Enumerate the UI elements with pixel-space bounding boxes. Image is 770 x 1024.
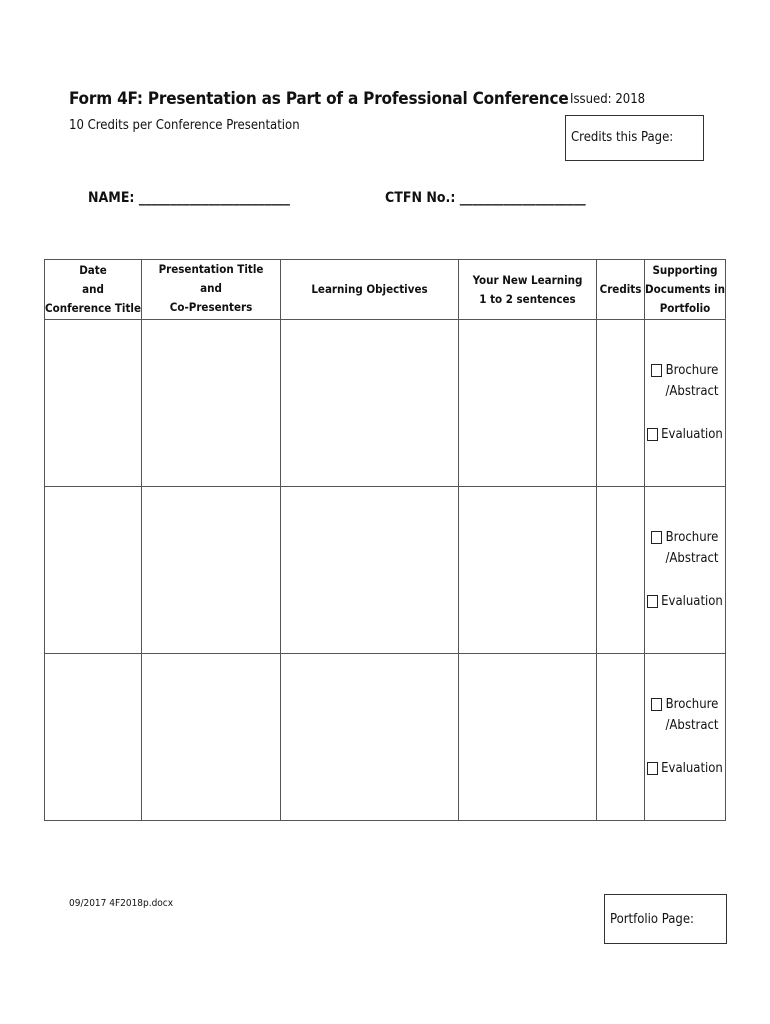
- header-supporting-documents: Supporting Documents in Portfolio: [645, 260, 726, 320]
- supporting-documents-cell: [645, 654, 726, 821]
- presentation-title-cell[interactable]: [142, 487, 281, 654]
- header-learning-objectives: Learning Objectives: [281, 260, 459, 320]
- table-row: [45, 654, 726, 821]
- presentation-title-cell[interactable]: [142, 320, 281, 487]
- presentation-title-cell[interactable]: [142, 654, 281, 821]
- evaluation-checkbox[interactable]: [647, 762, 658, 775]
- evaluation-label: Evaluation: [661, 761, 723, 776]
- supporting-documents-cell: [645, 320, 726, 487]
- abstract-label: /Abstract: [665, 718, 719, 733]
- date-conference-cell[interactable]: [45, 487, 142, 654]
- header-credits: Credits: [597, 260, 645, 320]
- date-conference-cell[interactable]: [45, 654, 142, 821]
- credits-cell[interactable]: [597, 320, 645, 487]
- abstract-label: /Abstract: [665, 384, 719, 399]
- new-learning-cell[interactable]: [459, 654, 597, 821]
- header-date-conference-title: Date and Conference Title: [45, 260, 142, 320]
- ctfn-field[interactable]: CTFN No.: ____________________: [385, 190, 586, 206]
- header-new-learning: Your New Learning 1 to 2 sentences: [459, 260, 597, 320]
- supporting-documents-cell: [645, 487, 726, 654]
- portfolio-page-label: Portfolio Page:: [610, 912, 694, 927]
- evaluation-label: Evaluation: [661, 427, 723, 442]
- credits-this-page-label: Credits this Page:: [571, 130, 674, 145]
- brochure-checkbox[interactable]: [651, 531, 662, 544]
- date-conference-cell[interactable]: [45, 320, 142, 487]
- conference-table: [44, 259, 726, 821]
- document-id: 09/2017 4F2018p.docx: [69, 898, 174, 909]
- learning-objectives-cell[interactable]: [281, 487, 459, 654]
- brochure-label: Brochure: [665, 697, 719, 712]
- evaluation-checkbox[interactable]: [647, 595, 658, 608]
- credits-cell[interactable]: [597, 654, 645, 821]
- new-learning-cell[interactable]: [459, 487, 597, 654]
- brochure-label: Brochure: [665, 363, 719, 378]
- header-presentation-title: Presentation Title and Co-Presenters: [142, 260, 281, 320]
- brochure-checkbox[interactable]: [651, 698, 662, 711]
- new-learning-cell[interactable]: [459, 320, 597, 487]
- table-row: [45, 487, 726, 654]
- form-title: Form 4F: Presentation as Part of a Professional Conference: [69, 89, 569, 109]
- table-header-row: [45, 260, 726, 320]
- evaluation-checkbox[interactable]: [647, 428, 658, 441]
- portfolio-page-field[interactable]: [604, 894, 727, 944]
- form-subtitle: 10 Credits per Conference Presentation: [69, 118, 300, 133]
- table-row: [45, 320, 726, 487]
- brochure-checkbox[interactable]: [651, 364, 662, 377]
- learning-objectives-cell[interactable]: [281, 654, 459, 821]
- name-field[interactable]: NAME: ________________________: [88, 190, 290, 206]
- credits-this-page-field[interactable]: [565, 115, 704, 161]
- evaluation-label: Evaluation: [661, 594, 723, 609]
- credits-cell[interactable]: [597, 487, 645, 654]
- abstract-label: /Abstract: [665, 551, 719, 566]
- brochure-label: Brochure: [665, 530, 719, 545]
- issued-date: Issued: 2018: [570, 92, 646, 107]
- learning-objectives-cell[interactable]: [281, 320, 459, 487]
